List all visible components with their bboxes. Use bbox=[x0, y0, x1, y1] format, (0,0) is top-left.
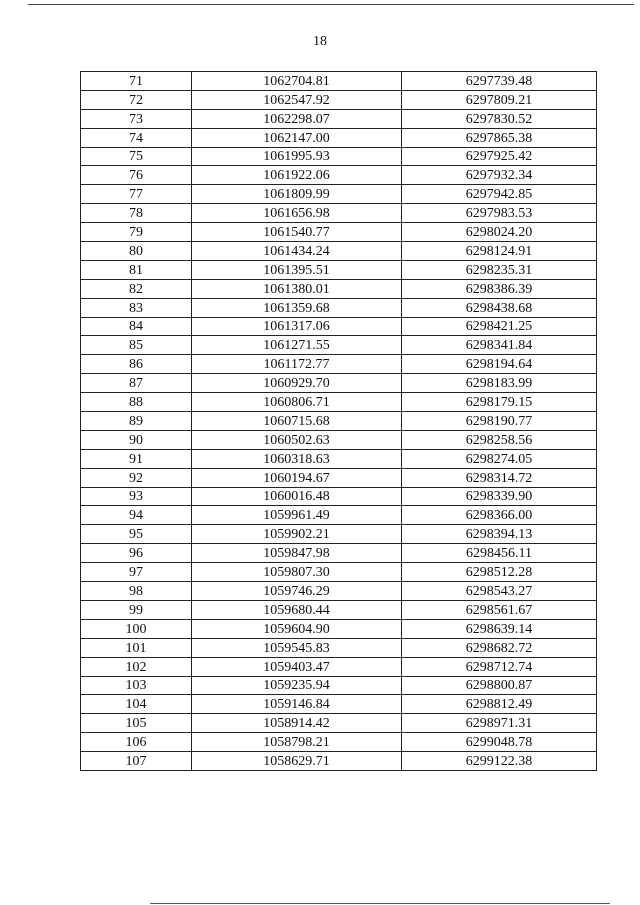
point-number-cell: 90 bbox=[81, 430, 192, 449]
point-number-cell: 93 bbox=[81, 487, 192, 506]
y-coordinate-cell: 6298421.25 bbox=[402, 317, 597, 336]
table-row bbox=[81, 109, 597, 128]
table-row bbox=[81, 506, 597, 525]
x-coordinate-cell: 1059902.21 bbox=[192, 525, 402, 544]
x-coordinate-cell: 1061380.01 bbox=[192, 279, 402, 298]
page-number: 18 bbox=[313, 34, 327, 49]
x-coordinate-cell: 1059807.30 bbox=[192, 563, 402, 582]
table-row bbox=[81, 412, 597, 431]
table-row bbox=[81, 449, 597, 468]
y-coordinate-cell: 6298339.90 bbox=[402, 487, 597, 506]
y-coordinate-cell: 6298800.87 bbox=[402, 676, 597, 695]
table-row bbox=[81, 714, 597, 733]
table-row bbox=[81, 128, 597, 147]
x-coordinate-cell: 1060016.48 bbox=[192, 487, 402, 506]
x-coordinate-cell: 1059604.90 bbox=[192, 619, 402, 638]
x-coordinate-cell: 1059545.83 bbox=[192, 638, 402, 657]
x-coordinate-cell: 1061172.77 bbox=[192, 355, 402, 374]
table-row bbox=[81, 393, 597, 412]
table-row bbox=[81, 374, 597, 393]
table-row bbox=[81, 242, 597, 261]
point-number-cell: 95 bbox=[81, 525, 192, 544]
table-row bbox=[81, 695, 597, 714]
x-coordinate-cell: 1059235.94 bbox=[192, 676, 402, 695]
table-row bbox=[81, 676, 597, 695]
point-number-cell: 75 bbox=[81, 147, 192, 166]
y-coordinate-cell: 6298456.11 bbox=[402, 544, 597, 563]
y-coordinate-cell: 6298394.13 bbox=[402, 525, 597, 544]
y-coordinate-cell: 6299122.38 bbox=[402, 752, 597, 771]
x-coordinate-cell: 1061359.68 bbox=[192, 298, 402, 317]
table-row bbox=[81, 204, 597, 223]
table-row bbox=[81, 619, 597, 638]
point-number-cell: 97 bbox=[81, 563, 192, 582]
table-row bbox=[81, 733, 597, 752]
point-number-cell: 73 bbox=[81, 109, 192, 128]
table-row bbox=[81, 336, 597, 355]
x-coordinate-cell: 1060715.68 bbox=[192, 412, 402, 431]
point-number-cell: 78 bbox=[81, 204, 192, 223]
x-coordinate-cell: 1061656.98 bbox=[192, 204, 402, 223]
point-number-cell: 100 bbox=[81, 619, 192, 638]
x-coordinate-cell: 1061540.77 bbox=[192, 223, 402, 242]
table-row bbox=[81, 487, 597, 506]
point-number-cell: 72 bbox=[81, 90, 192, 109]
point-number-cell: 86 bbox=[81, 355, 192, 374]
point-number-cell: 101 bbox=[81, 638, 192, 657]
y-coordinate-cell: 6298386.39 bbox=[402, 279, 597, 298]
y-coordinate-cell: 6298512.28 bbox=[402, 563, 597, 582]
table-row bbox=[81, 72, 597, 91]
x-coordinate-cell: 1059146.84 bbox=[192, 695, 402, 714]
y-coordinate-cell: 6298682.72 bbox=[402, 638, 597, 657]
scan-edge-bottom bbox=[150, 903, 610, 904]
y-coordinate-cell: 6298366.00 bbox=[402, 506, 597, 525]
point-number-cell: 105 bbox=[81, 714, 192, 733]
y-coordinate-cell: 6298639.14 bbox=[402, 619, 597, 638]
point-number-cell: 85 bbox=[81, 336, 192, 355]
table-row bbox=[81, 317, 597, 336]
point-number-cell: 74 bbox=[81, 128, 192, 147]
y-coordinate-cell: 6298194.64 bbox=[402, 355, 597, 374]
y-coordinate-cell: 6297925.42 bbox=[402, 147, 597, 166]
y-coordinate-cell: 6297809.21 bbox=[402, 90, 597, 109]
y-coordinate-cell: 6299048.78 bbox=[402, 733, 597, 752]
x-coordinate-cell: 1059847.98 bbox=[192, 544, 402, 563]
table-row bbox=[81, 147, 597, 166]
table-row bbox=[81, 638, 597, 657]
x-coordinate-cell: 1062704.81 bbox=[192, 72, 402, 91]
x-coordinate-cell: 1061271.55 bbox=[192, 336, 402, 355]
y-coordinate-cell: 6298438.68 bbox=[402, 298, 597, 317]
table-row bbox=[81, 468, 597, 487]
table-row bbox=[81, 185, 597, 204]
y-coordinate-cell: 6298190.77 bbox=[402, 412, 597, 431]
y-coordinate-cell: 6298274.05 bbox=[402, 449, 597, 468]
point-number-cell: 99 bbox=[81, 600, 192, 619]
y-coordinate-cell: 6297739.48 bbox=[402, 72, 597, 91]
point-number-cell: 84 bbox=[81, 317, 192, 336]
y-coordinate-cell: 6298812.49 bbox=[402, 695, 597, 714]
point-number-cell: 82 bbox=[81, 279, 192, 298]
table-row bbox=[81, 582, 597, 601]
y-coordinate-cell: 6298341.84 bbox=[402, 336, 597, 355]
x-coordinate-cell: 1060318.63 bbox=[192, 449, 402, 468]
y-coordinate-cell: 6297830.52 bbox=[402, 109, 597, 128]
point-number-cell: 94 bbox=[81, 506, 192, 525]
table-row bbox=[81, 657, 597, 676]
x-coordinate-cell: 1059680.44 bbox=[192, 600, 402, 619]
table-row bbox=[81, 223, 597, 242]
table-row bbox=[81, 430, 597, 449]
y-coordinate-cell: 6298314.72 bbox=[402, 468, 597, 487]
x-coordinate-cell: 1060194.67 bbox=[192, 468, 402, 487]
y-coordinate-cell: 6297942.85 bbox=[402, 185, 597, 204]
y-coordinate-cell: 6298179.15 bbox=[402, 393, 597, 412]
x-coordinate-cell: 1061922.06 bbox=[192, 166, 402, 185]
point-number-cell: 107 bbox=[81, 752, 192, 771]
y-coordinate-cell: 6298561.67 bbox=[402, 600, 597, 619]
table-row bbox=[81, 563, 597, 582]
point-number-cell: 80 bbox=[81, 242, 192, 261]
table-row bbox=[81, 752, 597, 771]
table-row bbox=[81, 600, 597, 619]
y-coordinate-cell: 6298712.74 bbox=[402, 657, 597, 676]
point-number-cell: 76 bbox=[81, 166, 192, 185]
point-number-cell: 83 bbox=[81, 298, 192, 317]
y-coordinate-cell: 6298124.91 bbox=[402, 242, 597, 261]
y-coordinate-cell: 6298183.99 bbox=[402, 374, 597, 393]
point-number-cell: 88 bbox=[81, 393, 192, 412]
point-number-cell: 79 bbox=[81, 223, 192, 242]
x-coordinate-cell: 1062298.07 bbox=[192, 109, 402, 128]
point-number-cell: 89 bbox=[81, 412, 192, 431]
table-row bbox=[81, 90, 597, 109]
point-number-cell: 104 bbox=[81, 695, 192, 714]
point-number-cell: 87 bbox=[81, 374, 192, 393]
point-number-cell: 103 bbox=[81, 676, 192, 695]
y-coordinate-cell: 6298971.31 bbox=[402, 714, 597, 733]
table-row bbox=[81, 355, 597, 374]
y-coordinate-cell: 6298024.20 bbox=[402, 223, 597, 242]
table-row bbox=[81, 525, 597, 544]
y-coordinate-cell: 6297932.34 bbox=[402, 166, 597, 185]
x-coordinate-cell: 1060929.70 bbox=[192, 374, 402, 393]
point-number-cell: 81 bbox=[81, 260, 192, 279]
table-row bbox=[81, 166, 597, 185]
coordinates-table bbox=[80, 71, 597, 771]
x-coordinate-cell: 1062147.00 bbox=[192, 128, 402, 147]
x-coordinate-cell: 1059961.49 bbox=[192, 506, 402, 525]
point-number-cell: 98 bbox=[81, 582, 192, 601]
table-row bbox=[81, 279, 597, 298]
x-coordinate-cell: 1061395.51 bbox=[192, 260, 402, 279]
coordinates-table-body bbox=[81, 72, 597, 771]
point-number-cell: 92 bbox=[81, 468, 192, 487]
point-number-cell: 96 bbox=[81, 544, 192, 563]
x-coordinate-cell: 1060806.71 bbox=[192, 393, 402, 412]
x-coordinate-cell: 1058914.42 bbox=[192, 714, 402, 733]
x-coordinate-cell: 1061809.99 bbox=[192, 185, 402, 204]
y-coordinate-cell: 6297865.38 bbox=[402, 128, 597, 147]
x-coordinate-cell: 1059746.29 bbox=[192, 582, 402, 601]
x-coordinate-cell: 1062547.92 bbox=[192, 90, 402, 109]
point-number-cell: 77 bbox=[81, 185, 192, 204]
y-coordinate-cell: 6298258.56 bbox=[402, 430, 597, 449]
x-coordinate-cell: 1058629.71 bbox=[192, 752, 402, 771]
table-row bbox=[81, 544, 597, 563]
table-row bbox=[81, 298, 597, 317]
point-number-cell: 91 bbox=[81, 449, 192, 468]
x-coordinate-cell: 1058798.21 bbox=[192, 733, 402, 752]
x-coordinate-cell: 1061995.93 bbox=[192, 147, 402, 166]
x-coordinate-cell: 1060502.63 bbox=[192, 430, 402, 449]
point-number-cell: 106 bbox=[81, 733, 192, 752]
x-coordinate-cell: 1059403.47 bbox=[192, 657, 402, 676]
table-row bbox=[81, 260, 597, 279]
y-coordinate-cell: 6298235.31 bbox=[402, 260, 597, 279]
scan-edge-top bbox=[28, 4, 634, 5]
x-coordinate-cell: 1061434.24 bbox=[192, 242, 402, 261]
point-number-cell: 71 bbox=[81, 72, 192, 91]
y-coordinate-cell: 6297983.53 bbox=[402, 204, 597, 223]
point-number-cell: 102 bbox=[81, 657, 192, 676]
x-coordinate-cell: 1061317.06 bbox=[192, 317, 402, 336]
y-coordinate-cell: 6298543.27 bbox=[402, 582, 597, 601]
